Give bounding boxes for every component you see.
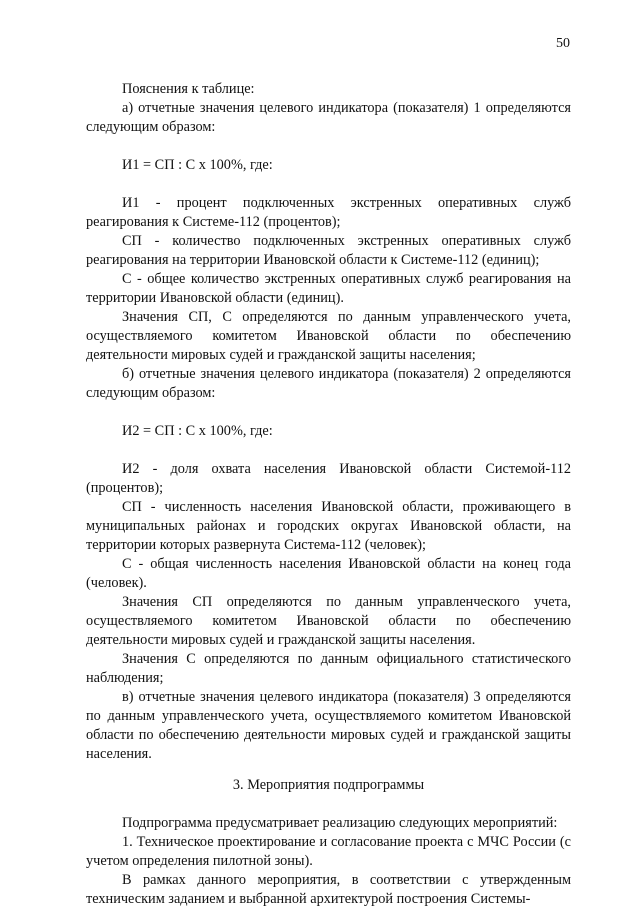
paragraph: И1 - процент подключенных экстренных оперативных служб реагирования к Системе-112 (процентов); (86, 195, 571, 230)
paragraph: СП - численность населения Ивановской области, проживающего в муниципальных районах и городских округах Ивановской области, на территории которых развернута Система-112 (человек); (86, 499, 571, 553)
paragraph: Значения СП, С определяются по данным управленческого учета, осуществляемого комитетом Ивановской области по обеспечению деятельности мировых судей и гражданской защиты населения; (86, 309, 571, 363)
paragraph: в) отчетные значения целевого индикатора (показателя) 3 определяются по данным управленческого учета, осуществляемого комитетом Ивановской области по обеспечению деятельности мировых судей и гражданской защиты населения. (86, 689, 571, 762)
paragraph: а) отчетные значения целевого индикатора (показателя) 1 определяются следующим образом: (86, 100, 571, 135)
section-heading: 3. Мероприятия подпрограммы (232, 777, 425, 793)
document-body (86, 80, 571, 909)
page-number: 50 (556, 36, 570, 51)
paragraph: Подпрограмма предусматривает реализацию следующих мероприятий: (122, 815, 558, 831)
paragraph: СП - количество подключенных экстренных оперативных служб реагирования на территории Ивановской области к Системе-112 (единиц); (86, 233, 571, 268)
formula: И2 = СП : С х 100%, где: (122, 423, 273, 439)
paragraph: б) отчетные значения целевого индикатора (показателя) 2 определяются следующим образом: (86, 366, 571, 401)
paragraph: 1. Техническое проектирование и согласование проекта с МЧС России (с учетом определения пилотной зоны). (86, 834, 571, 869)
formula: И1 = СП : С х 100%, где: (122, 157, 273, 173)
paragraph: Значения С определяются по данным официального статистического наблюдения; (86, 651, 571, 686)
paragraph: С - общее количество экстренных оперативных служб реагирования на территории Ивановской области (единиц). (86, 271, 571, 306)
paragraph: С - общая численность населения Ивановской области на конец года (человек). (86, 556, 571, 591)
paragraph: И2 - доля охвата населения Ивановской области Системой-112 (процентов); (86, 461, 571, 496)
paragraph: Пояснения к таблице: (122, 81, 255, 97)
paragraph: Значения СП определяются по данным управленческого учета, осуществляемого комитетом Ивановской области по обеспечению деятельности мировых судей и гражданской защиты населения. (86, 594, 571, 648)
paragraph: В рамках данного мероприятия, в соответствии с утвержденным техническим заданием и выбранной архитектурой построения Системы- (86, 872, 571, 907)
